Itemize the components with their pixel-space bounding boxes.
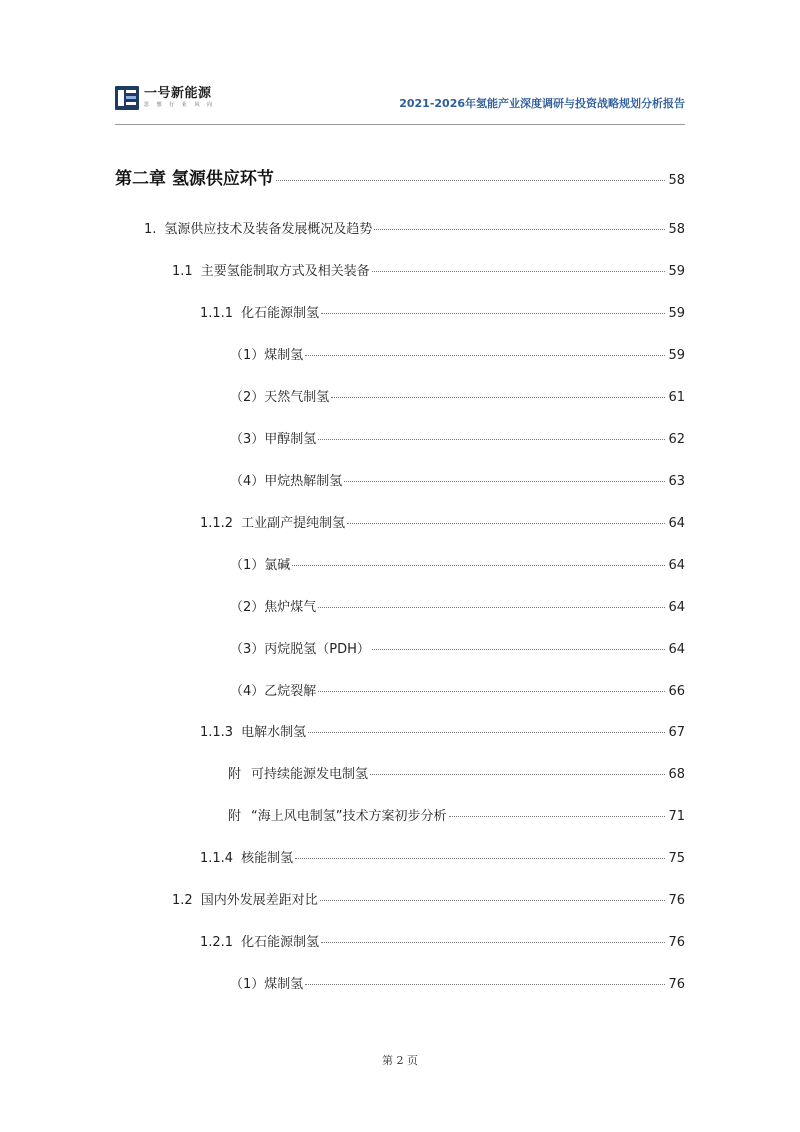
toc-entry[interactable] — [172, 260, 685, 279]
toc-leader — [276, 180, 666, 181]
toc-leader — [372, 649, 666, 650]
toc-page-number: 67 — [668, 725, 685, 740]
toc-entry-number: （1） — [230, 977, 265, 992]
toc-entry[interactable] — [230, 596, 685, 615]
toc-entry-number: 1.1.1 — [200, 306, 234, 321]
toc-leader — [347, 523, 665, 524]
toc-entry-text: 电解水制氢 — [241, 725, 307, 740]
toc-entry-text: 焦炉煤气 — [264, 600, 317, 615]
toc-leader — [292, 565, 665, 566]
toc-entry-text: “海上风电制氢”技术方案初步分析 — [251, 809, 447, 824]
toc-page-number: 63 — [668, 474, 685, 489]
toc-entry-number: 1.2.1 — [200, 935, 234, 950]
toc-leader — [318, 607, 665, 608]
toc-leader — [331, 397, 665, 398]
toc-page-number: 64 — [668, 516, 685, 531]
toc-page-number: 68 — [668, 767, 685, 782]
toc-leader — [344, 481, 665, 482]
toc-entry-number: 1.1.2 — [200, 516, 234, 531]
toc-page-number: 76 — [668, 893, 685, 908]
toc-entry[interactable] — [200, 847, 685, 866]
toc-entry-number: （4） — [230, 474, 265, 489]
toc-entry-number: 1.1.3 — [200, 725, 234, 740]
toc-entry[interactable] — [230, 680, 685, 699]
toc-leader — [449, 816, 666, 817]
logo-title: 一号新能源 — [144, 86, 212, 101]
toc-entry-number: 附 — [228, 767, 242, 782]
toc-page-number: 75 — [668, 851, 685, 866]
toc-entry[interactable] — [230, 386, 685, 405]
toc-entry-text: 化石能源制氢 — [241, 306, 320, 321]
toc-leader — [372, 271, 666, 272]
logo-slogan: 思 想 行 业 风 向 — [144, 102, 215, 108]
toc-leader — [320, 900, 666, 901]
toc-page-number: 66 — [668, 684, 685, 699]
toc-leader — [308, 732, 665, 733]
toc-page-number: 64 — [668, 642, 685, 657]
toc-page-number: 71 — [668, 809, 685, 824]
toc-entry-text: 可持续能源发电制氢 — [251, 767, 369, 782]
toc-leader — [374, 229, 665, 230]
toc-entry-text: 第二章 氢源供应环节 — [115, 169, 274, 189]
toc-page-number: 59 — [668, 264, 685, 279]
toc-page-number: 76 — [668, 935, 685, 950]
toc-entry-text: 天然气制氢 — [264, 390, 330, 405]
toc-entry-number: 1. — [144, 222, 157, 237]
toc-entry[interactable] — [228, 805, 685, 824]
toc-entry[interactable] — [172, 889, 685, 908]
toc-entry-text: 丙烷脱氢（PDH） — [264, 642, 370, 657]
toc-entry[interactable] — [200, 302, 685, 321]
toc-entry-text: 煤制氢 — [264, 348, 304, 363]
toc-entry-text: 甲烷热解制氢 — [264, 474, 343, 489]
toc-leader — [321, 942, 665, 943]
toc-entry[interactable] — [228, 763, 685, 782]
toc-entry-text: 氯碱 — [264, 558, 291, 573]
toc-entry[interactable] — [115, 164, 685, 189]
toc-entry-number: 1.1.4 — [200, 851, 234, 866]
toc-page-number: 62 — [668, 432, 685, 447]
toc-leader — [305, 355, 665, 356]
toc-leader — [305, 984, 665, 985]
toc-entry-text: 核能制氢 — [241, 851, 294, 866]
toc-entry-text: 氢源供应技术及装备发展概况及趋势 — [164, 222, 373, 237]
toc-leader — [295, 858, 665, 859]
toc-page-number: 61 — [668, 390, 685, 405]
page-number-label: 第 2 页 — [382, 1054, 418, 1067]
toc-entry-number: （2） — [230, 390, 265, 405]
toc-leader — [318, 439, 665, 440]
toc-entry-text: 国内外发展差距对比 — [200, 893, 318, 908]
toc-entry[interactable] — [230, 344, 685, 363]
toc-page-number: 58 — [668, 222, 685, 237]
toc-entry-number: （2） — [230, 600, 265, 615]
toc-entry[interactable] — [230, 470, 685, 489]
toc-entry-number: 1.2 — [172, 893, 193, 908]
toc-entry[interactable] — [200, 931, 685, 950]
toc-entry-number: （4） — [230, 684, 265, 699]
toc-entry-text: 化石能源制氢 — [241, 935, 320, 950]
toc-entry-number: 1.1 — [172, 264, 193, 279]
toc-entry-text: 甲醇制氢 — [264, 432, 317, 447]
toc-leader — [318, 691, 665, 692]
toc-entry[interactable] — [230, 638, 685, 657]
toc-entry-number: （1） — [230, 348, 265, 363]
toc-entry-number: （3） — [230, 642, 265, 657]
toc-leader — [370, 774, 665, 775]
toc-page-number: 58 — [668, 173, 685, 188]
toc-page-number: 59 — [668, 306, 685, 321]
toc-entry-text: 主要氢能制取方式及相关装备 — [200, 264, 370, 279]
toc-page-number: 64 — [668, 600, 685, 615]
toc-entry[interactable] — [200, 721, 685, 740]
toc-entry[interactable] — [200, 512, 685, 531]
toc-entry[interactable] — [144, 218, 685, 237]
toc-entry-text: 工业副产提纯制氢 — [241, 516, 346, 531]
toc-entry-number: （3） — [230, 432, 265, 447]
toc-entry[interactable] — [230, 554, 685, 573]
toc-entry-number: 附 — [228, 809, 242, 824]
toc-page-number: 64 — [668, 558, 685, 573]
toc-entry[interactable] — [230, 973, 685, 992]
toc-entry-text: 煤制氢 — [264, 977, 304, 992]
toc-entry-number: （1） — [230, 558, 265, 573]
toc-leader — [321, 313, 665, 314]
toc-page-number: 76 — [668, 977, 685, 992]
report-title: 2021-2026年氢能产业深度调研与投资战略规划分析报告 — [399, 97, 685, 110]
toc-page-number: 59 — [668, 348, 685, 363]
page-footer — [0, 1052, 800, 1068]
toc-entry[interactable] — [230, 428, 685, 447]
toc-entry-text: 乙烷裂解 — [264, 684, 317, 699]
